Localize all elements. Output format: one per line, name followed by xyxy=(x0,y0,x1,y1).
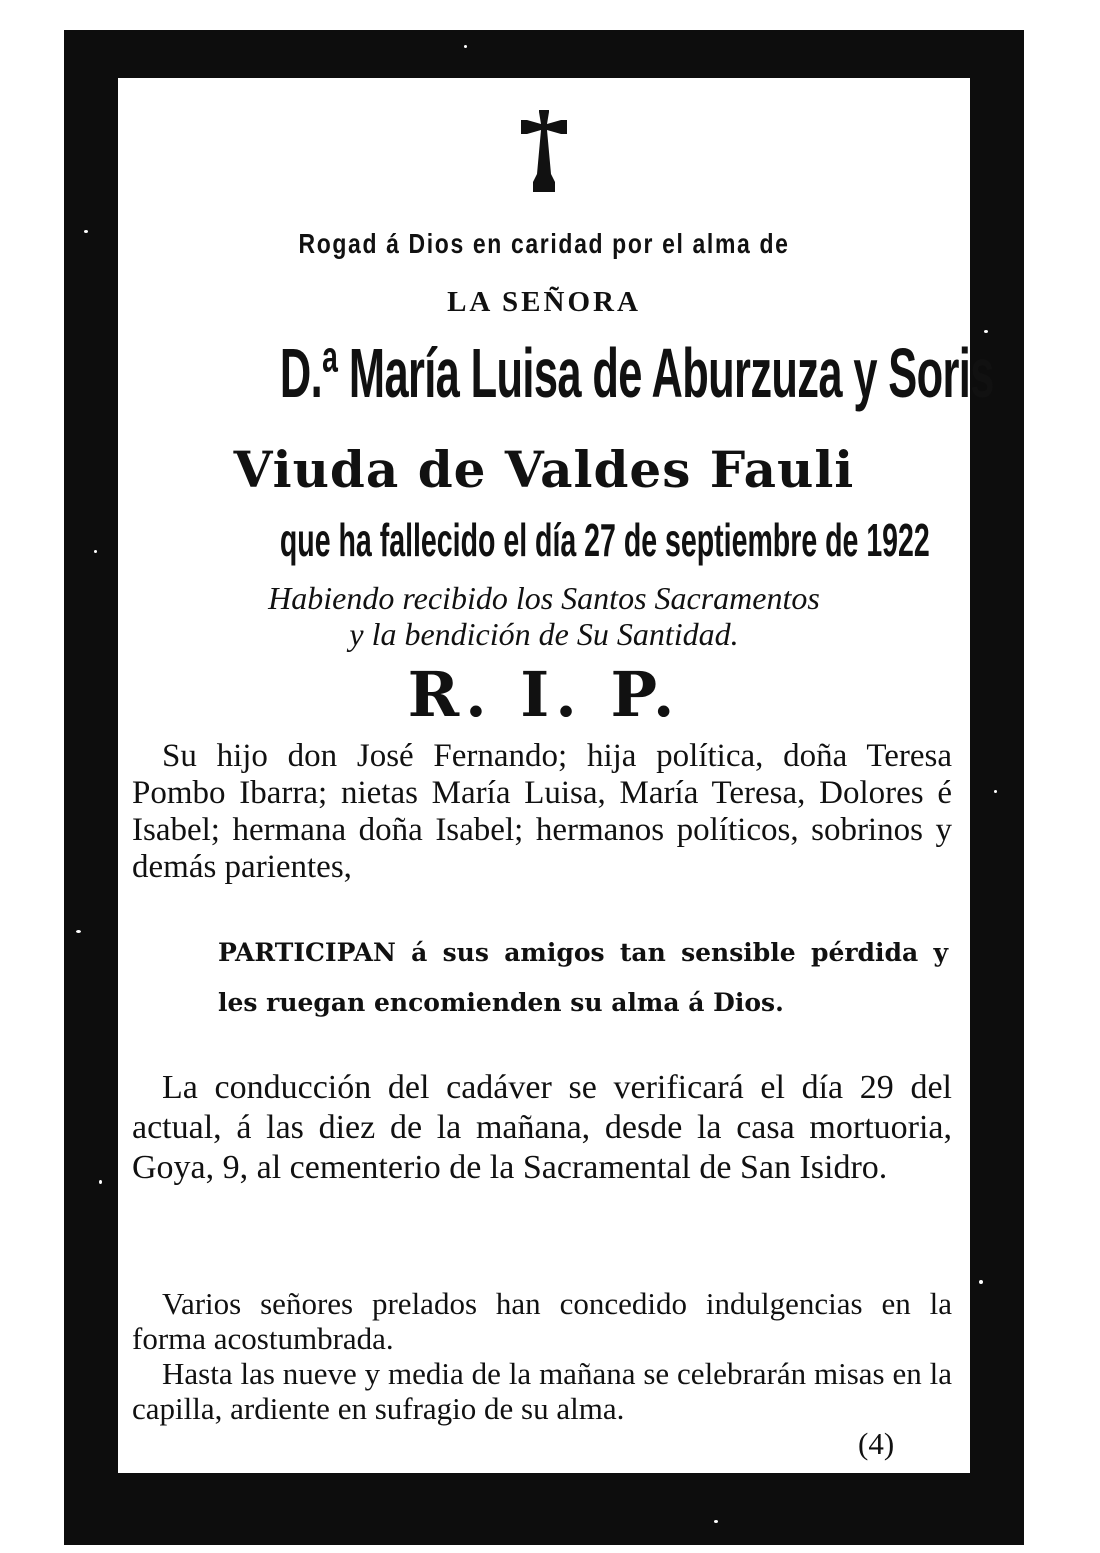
sacraments-line-2: y la bendición de Su Santidad. xyxy=(349,616,739,652)
intro-line: Rogad á Dios en caridad por el alma de xyxy=(298,228,790,259)
deceased-name: D.ª María Luisa de Aburzuza y Soris xyxy=(279,334,994,412)
funeral-paragraph xyxy=(132,1068,952,1188)
widow-of: Viuda de Valdes Fauli xyxy=(233,440,855,499)
rip-heading: R. I. P. xyxy=(407,658,681,731)
death-date: que ha fallecido el día 27 de septiembre de 1922 xyxy=(279,514,930,566)
participan-paragraph: PARTICIPAN á sus amigos tan sensible pérdida y les ruegan encomienden su alma á Dios. xyxy=(218,938,948,1017)
indulgences-paragraph xyxy=(132,1286,952,1356)
indulgences-text: Varios señores prelados han concedido indulgencias en la forma acostumbrada. xyxy=(132,1286,952,1356)
masses-paragraph xyxy=(132,1356,952,1426)
family-paragraph xyxy=(132,738,952,886)
notice-number: (4) xyxy=(858,1426,895,1461)
funeral-text: La conducción del cadáver se verificará el día 29 del actual, á las diez de la mañana, desde la casa mortuoria, Goya, 9, al cementerio de la Sacramental de San Isidro. xyxy=(132,1069,952,1186)
honorific: LA SEÑORA xyxy=(447,286,641,318)
latin-cross-icon xyxy=(518,108,570,196)
sacraments-line-1: Habiendo recibido los Santos Sacramentos xyxy=(268,580,820,616)
masses-text: Hasta las nueve y media de la mañana se celebrarán misas en la capilla, ardiente en sufragio de su alma. xyxy=(132,1356,952,1426)
death-notice xyxy=(118,78,994,1473)
family-text: Su hijo don José Fernando; hija política, doña Teresa Pombo Ibarra; nietas María Luisa, María Teresa, Dolores é Isabel; hermana doña Isabel; hermanos políticos, sobrinos y demás parientes, xyxy=(132,738,952,885)
